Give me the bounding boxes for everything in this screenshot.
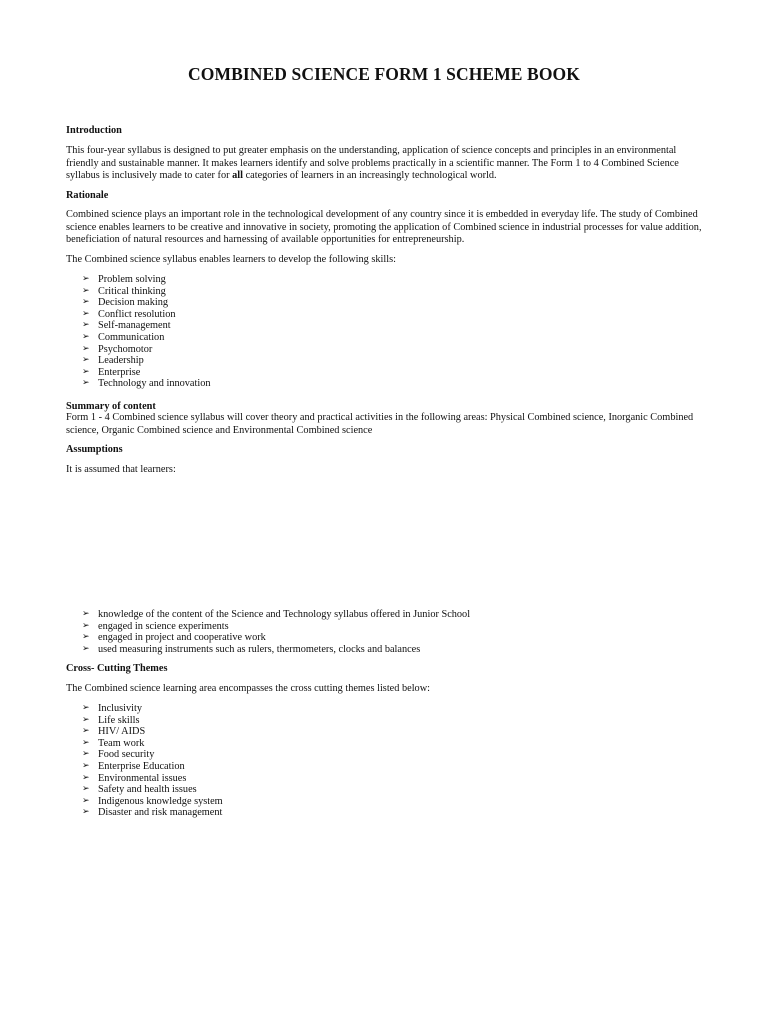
list-item-text: Team work: [98, 737, 145, 749]
list-item-text: Enterprise: [98, 366, 141, 378]
list-item: [82, 703, 223, 715]
list-item: [82, 297, 211, 309]
list-item-text: Enterprise Education: [98, 760, 185, 772]
assumptions-heading: Assumptions: [66, 444, 123, 455]
list-item-text: Psychomotor: [98, 343, 153, 355]
list-item: [82, 286, 211, 298]
arrow-bullet-icon: ➢: [82, 308, 90, 319]
list-item: [82, 644, 470, 656]
page-title: COMBINED SCIENCE FORM 1 SCHEME BOOK: [188, 64, 580, 84]
list-item-text: Disaster and risk management: [98, 807, 223, 819]
arrow-bullet-icon: ➢: [82, 320, 90, 331]
list-item-text: Communication: [98, 331, 165, 343]
skills-list: [82, 274, 211, 390]
summary-paragraph: Form 1 - 4 Combined science syllabus will cover theory and practical activities in the following areas: Physical Combined science, Inorganic Combined science, Organic Combined science and Environmental Combined science: [66, 412, 694, 436]
arrow-bullet-icon: ➢: [82, 366, 90, 377]
arrow-bullet-icon: ➢: [82, 760, 90, 771]
arrow-bullet-icon: ➢: [82, 795, 90, 806]
list-item-text: Environmental issues: [98, 772, 187, 784]
list-item-text: Critical thinking: [98, 285, 166, 297]
arrow-bullet-icon: ➢: [82, 784, 90, 795]
list-item: [82, 309, 211, 321]
arrow-bullet-icon: ➢: [82, 355, 90, 366]
list-item: [82, 796, 223, 808]
arrow-bullet-icon: ➢: [82, 620, 90, 631]
list-item: [82, 378, 211, 390]
list-item-text: Technology and innovation: [98, 378, 211, 390]
arrow-bullet-icon: ➢: [82, 331, 90, 342]
list-item: [82, 632, 470, 644]
list-item-text: Conflict resolution: [98, 308, 176, 320]
themes-intro: The Combined science learning area encompasses the cross cutting themes listed below:: [66, 683, 430, 694]
list-item-text: knowledge of the content of the Science and Technology syllabus offered in Junior School: [98, 609, 471, 620]
list-item: [82, 738, 223, 750]
list-item: [82, 367, 211, 379]
list-item-text: Indigenous knowledge system: [98, 795, 223, 807]
arrow-bullet-icon: ➢: [82, 643, 90, 654]
arrow-bullet-icon: ➢: [82, 274, 90, 284]
arrow-bullet-icon: ➢: [82, 749, 90, 760]
list-item: [82, 726, 223, 738]
list-item: [82, 784, 223, 796]
rationale-paragraph: Combined science plays an important role in the technological development of any country since it is embedded in everyday life. The study of Combined science enables learners to be creative and innovative in society, promoting the application of Combined science in industrial processes for value addition, beneficiation of natural resources and harnessing of available opportunities for entrepreneurship.: [66, 209, 702, 246]
arrow-bullet-icon: ➢: [82, 378, 90, 389]
rationale-heading: Rationale: [66, 190, 109, 201]
list-item-text: Decision making: [98, 297, 169, 309]
list-item-text: Problem solving: [98, 274, 166, 285]
list-item: [82, 332, 211, 344]
arrow-bullet-icon: ➢: [82, 807, 90, 818]
arrow-bullet-icon: ➢: [82, 772, 90, 783]
list-item: [82, 344, 211, 356]
list-item-text: HIV/ AIDS: [98, 726, 146, 738]
list-item-text: engaged in science experiments: [98, 620, 229, 632]
skills-intro: The Combined science syllabus enables learners to develop the following skills:: [66, 254, 396, 265]
arrow-bullet-icon: ➢: [82, 703, 90, 713]
arrow-bullet-icon: ➢: [82, 714, 90, 725]
list-item: [82, 761, 223, 773]
introduction-paragraph: [66, 145, 702, 183]
list-item-text: Leadership: [98, 355, 144, 367]
themes-list: [82, 703, 223, 819]
list-item: [82, 274, 211, 286]
summary-heading: Summary of content: [66, 401, 156, 412]
assumptions-list: [82, 609, 470, 655]
list-item: [82, 807, 223, 819]
list-item: [82, 749, 223, 761]
list-item-text: engaged in project and cooperative work: [98, 632, 266, 644]
arrow-bullet-icon: ➢: [82, 285, 90, 296]
arrow-bullet-icon: ➢: [82, 737, 90, 748]
list-item-text: Self-management: [98, 320, 171, 332]
list-item-text: Life skills: [98, 714, 140, 726]
arrow-bullet-icon: ➢: [82, 297, 90, 308]
themes-heading: Cross- Cutting Themes: [66, 663, 168, 674]
list-item: [82, 715, 223, 727]
list-item: [82, 320, 211, 332]
list-item: [82, 609, 470, 621]
list-item-text: Inclusivity: [98, 703, 143, 714]
list-item: [82, 621, 470, 633]
arrow-bullet-icon: ➢: [82, 632, 90, 643]
introduction-bold-word: all: [232, 170, 244, 182]
list-item-text: Safety and health issues: [98, 784, 197, 796]
list-item: [82, 355, 211, 367]
arrow-bullet-icon: ➢: [82, 726, 90, 737]
list-item: [82, 773, 223, 785]
list-item-text: Food security: [98, 749, 155, 761]
list-item-text: used measuring instruments such as rulers, thermometers, clocks and balances: [98, 643, 421, 655]
introduction-text-after: categories of learners in an increasingly technological world.: [243, 170, 497, 182]
arrow-bullet-icon: ➢: [82, 343, 90, 354]
introduction-heading: Introduction: [66, 125, 122, 136]
introduction-text-before: This four-year syllabus is designed to put greater emphasis on the understanding, application of science concepts and principles in an environmental friendly and sustainable manner. It makes learners identify and solve problems practically in a scientific manner. The Form 1 to 4 Combined Science syllabus is inclusively made to cater for: [66, 145, 679, 182]
assumptions-intro: It is assumed that learners:: [66, 464, 176, 475]
arrow-bullet-icon: ➢: [82, 609, 90, 619]
